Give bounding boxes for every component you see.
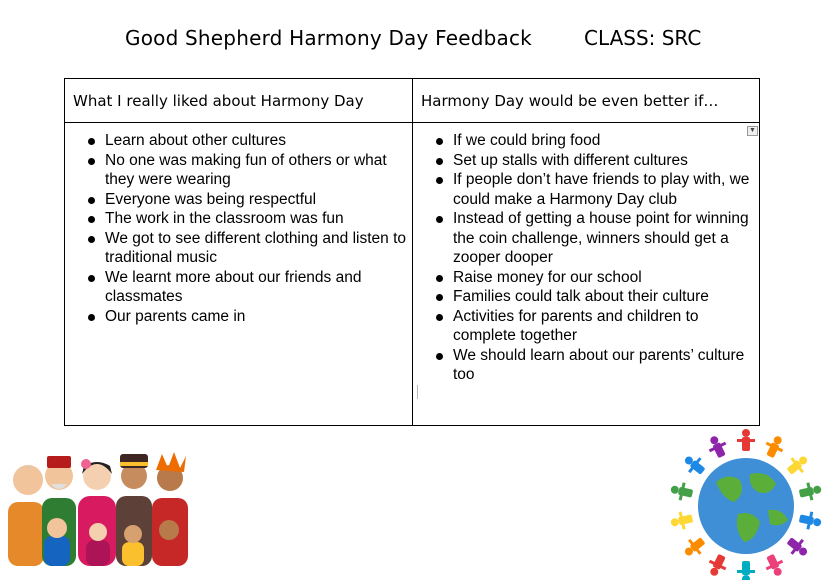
child-figure-icon [669, 480, 694, 502]
liked-list-item: Learn about other cultures [105, 131, 406, 151]
liked-heading[interactable]: What I really liked about Harmony Day [65, 79, 413, 123]
text-cursor [417, 385, 418, 399]
better-if-list-item: Raise money for our school [453, 268, 754, 288]
child-figure-icon [737, 429, 755, 451]
better-if-cell[interactable] [413, 123, 760, 425]
better-if-list-item: Families could talk about their culture [453, 287, 754, 307]
child-figure-icon [669, 509, 694, 531]
child-figure-icon [680, 451, 708, 479]
liked-list-item: We got to see different clothing and listen to traditional music [105, 229, 407, 266]
child-figure-icon [798, 480, 823, 502]
liked-list-item: No one was making fun of others or what they were wearing [105, 151, 406, 190]
better-if-heading[interactable]: Harmony Day would be even better if… [413, 79, 760, 123]
child-figure-icon [762, 433, 788, 461]
class-label: CLASS: SRC [584, 26, 702, 50]
better-if-list-item: We should learn about our parents’ culture too [453, 346, 754, 385]
child-figure-icon [704, 552, 730, 580]
better-if-list-item: Instead of getting a house point for winning the coin challenge, winners should get a zooper dooper [453, 209, 754, 268]
child-figure-icon [798, 509, 823, 531]
liked-list-item: The work in the classroom was fun [105, 209, 406, 229]
child-figure-icon [737, 561, 755, 580]
globe-children-illustration [664, 424, 826, 580]
child-figure-icon [783, 533, 811, 561]
child-figure-icon [762, 552, 788, 580]
child-figure-icon [680, 533, 708, 561]
multicultural-people-illustration [6, 450, 192, 568]
better-if-list-item: Activities for parents and children to complete together [453, 307, 754, 346]
child-figure-icon [704, 433, 730, 461]
liked-list [65, 131, 406, 326]
page-title: Good Shepherd Harmony Day Feedback [125, 26, 532, 50]
better-if-list-item: If we could bring food [453, 131, 754, 151]
child-figure-icon [783, 451, 811, 479]
liked-list-item: We learnt more about our friends and classmates [105, 268, 406, 307]
feedback-table [64, 78, 760, 426]
better-if-list-item: If people don’t have friends to play with, we could make a Harmony Day club [453, 170, 754, 209]
liked-list-item: Everyone was being respectful [105, 190, 406, 210]
better-if-list-item: Set up stalls with different cultures [453, 151, 754, 171]
liked-list-item: Our parents came in [105, 307, 406, 327]
grandmother-figure [8, 465, 44, 566]
liked-cell[interactable] [65, 123, 413, 425]
better-if-list [413, 131, 754, 385]
cell-dropdown-icon[interactable]: ▼ [747, 126, 758, 136]
